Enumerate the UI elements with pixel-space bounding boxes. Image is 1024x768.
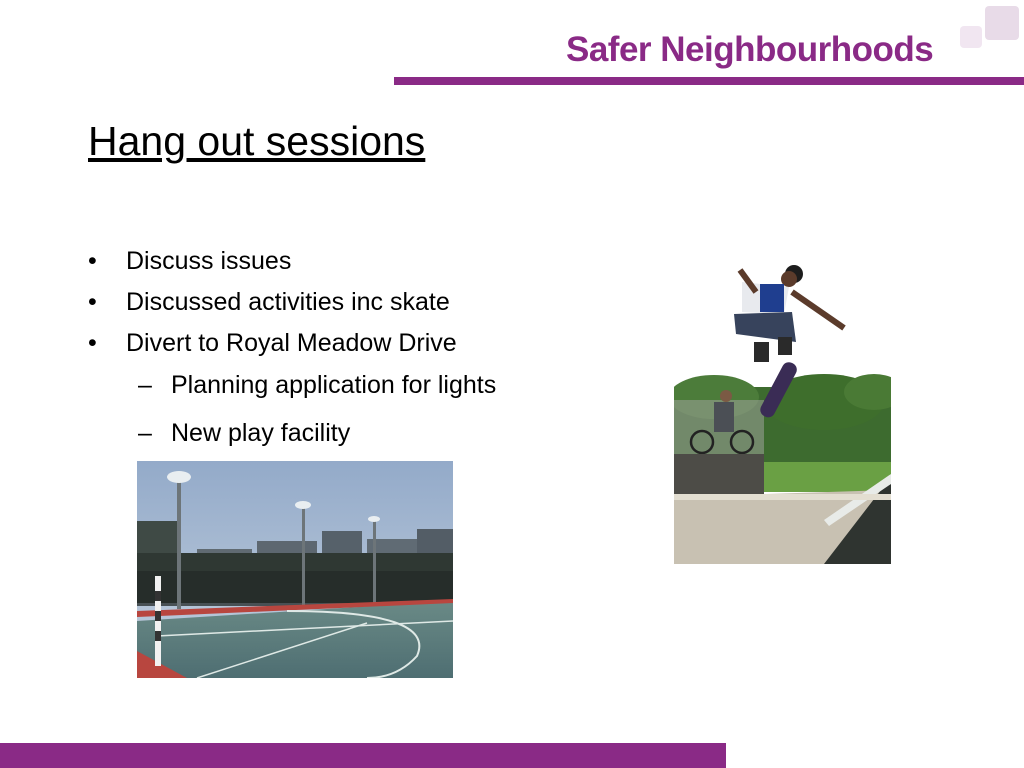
- header-divider: [394, 77, 1024, 85]
- bullet-text: Discussed activities inc skate: [126, 288, 450, 316]
- sub-bullet-text: New play facility: [171, 419, 351, 447]
- bullet-mark: •: [88, 329, 97, 357]
- sub-list-item: [138, 416, 350, 450]
- bullet-text: Discuss issues: [126, 247, 292, 275]
- logo-square-small: [960, 26, 982, 48]
- bullet-text: Divert to Royal Meadow Drive: [126, 329, 457, 357]
- slide-title: Hang out sessions: [88, 118, 426, 164]
- bullet-mark: •: [88, 288, 97, 316]
- sub-list-item: [138, 368, 496, 402]
- sub-bullet-text: Planning application for lights: [171, 371, 497, 399]
- list-item: [88, 285, 457, 326]
- sub-bullet-list: [138, 368, 496, 402]
- sports-court-photo: [137, 461, 453, 678]
- list-item: [88, 244, 457, 285]
- footer-bar: [0, 743, 726, 768]
- list-item: [88, 326, 457, 367]
- dash-mark: –: [138, 419, 152, 447]
- bullet-list: [88, 244, 457, 367]
- dash-mark: –: [138, 371, 152, 399]
- sub-bullet-list: [138, 416, 350, 450]
- bullet-mark: •: [88, 247, 97, 275]
- logo-square-large: [985, 6, 1019, 40]
- skateboarder-photo: [674, 262, 891, 564]
- brand-logo-text: Safer Neighbourhoods: [566, 30, 934, 69]
